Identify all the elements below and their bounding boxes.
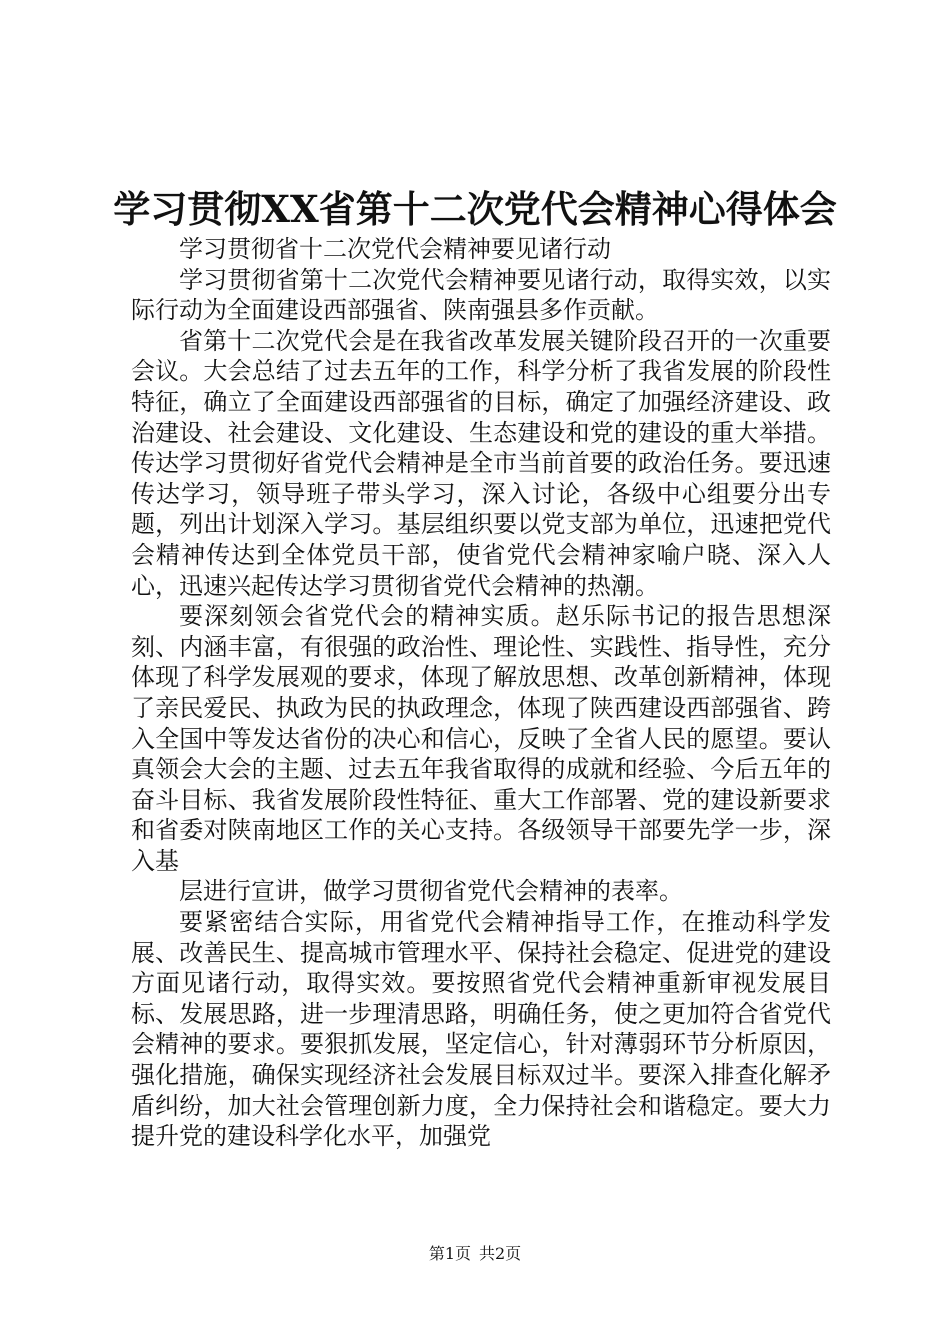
document-body (131, 234, 831, 1152)
body-paragraph-1: 学习贯彻省第十二次党代会精神要见诸行动，取得实效，以实际行动为全面建设西部强省、陕南强县多作贡献。 (131, 265, 831, 325)
body-paragraph-5: 要紧密结合实际，用省党代会精神指导工作，在推动科学发展、改善民生、提高城市管理水平、保持社会稳定、促进党的建设方面见诸行动，取得实效。要按照省党代会精神重新审视发展目标、发展思路，进一步理清思路，明确任务，使之更加符合省党代会精神的要求。要狠抓发展，坚定信心，针对薄弱环节分析原因，强化措施，确保实现经济社会发展目标双过半。要深入排查化解矛盾纠纷，加大社会管理创新力度，全力保持社会和谐稳定。要大力提升党的建设科学化水平，加强党 (131, 908, 831, 1151)
page-number: 第1页 (428, 1244, 471, 1263)
subtitle-paragraph: 学习贯彻省十二次党代会精神要见诸行动 (179, 235, 611, 263)
document-title: 学习贯彻XX省第十二次党代会精神心得体会 (113, 187, 837, 231)
page-footer (0, 1243, 950, 1265)
body-paragraph-3: 要深刻领会省党代会的精神实质。赵乐际书记的报告思想深刻、内涵丰富，有很强的政治性、理论性、实践性、指导性，充分体现了科学发展观的要求，体现了解放思想、改革创新精神，体现了亲民爱民、执政为民的执政理念，体现了陕西建设西部强省、跨入全国中等发达省份的决心和信心，反映了全省人民的愿望。要认真领会大会的主题、过去五年我省取得的成就和经验、今后五年的奋斗目标、我省发展阶段性特征、重大工作部署、党的建设新要求和省委对陕南地区工作的关心支持。各级领导干部要先学一步，深入基 (131, 602, 831, 875)
body-paragraph-2: 省第十二次党代会是在我省改革发展关键阶段召开的一次重要会议。大会总结了过去五年的工作，科学分析了我省发展的阶段性特征，确立了全面建设西部强省的目标，确定了加强经济建设、政治建设、社会建设、文化建设、生态建设和党的建设的重大举措。传达学习贯彻好省党代会精神是全市当前首要的政治任务。要迅速传达学习，领导班子带头学习，深入讨论，各级中心组要分出专题，列出计划深入学习。基层组织要以党支部为单位，迅速把党代会精神传达到全体党员干部，使省党代会精神家喻户晓、深入人心，迅速兴起传达学习贯彻省党代会精神的热潮。 (131, 326, 831, 600)
page-total: 共2页 (479, 1244, 522, 1263)
body-paragraph-4: 层进行宣讲，做学习贯彻省党代会精神的表率。 (179, 877, 683, 906)
